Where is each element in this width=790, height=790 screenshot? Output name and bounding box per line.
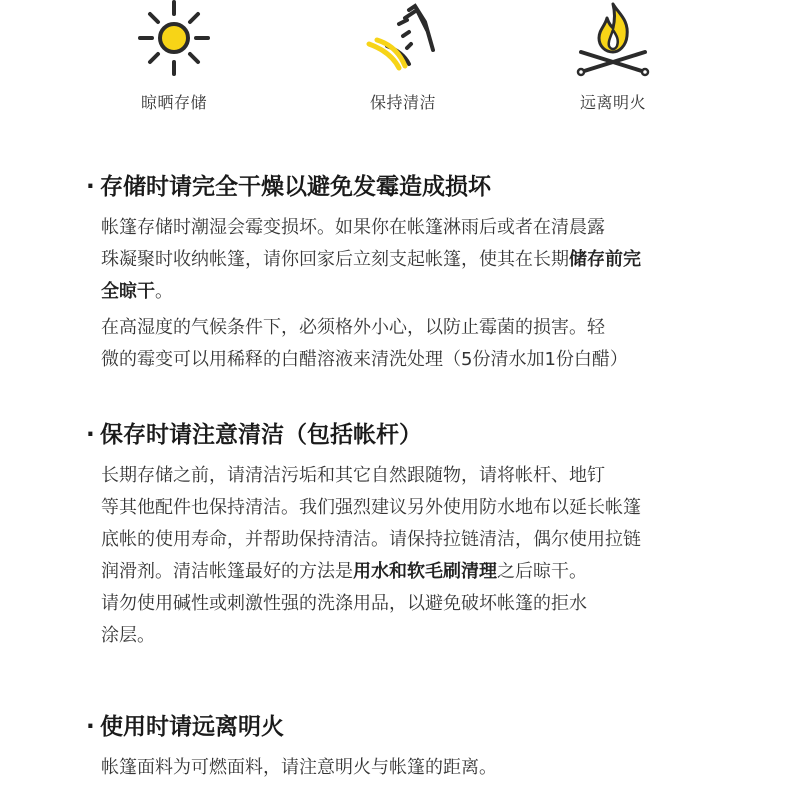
paragraph [86,312,726,376]
icon-row [0,0,790,120]
text-line [101,312,726,344]
section-fire [86,712,726,784]
text-line [101,276,726,308]
text-run: 长期存储之前，请清洁污垢和其它自然跟随物，请将帐杆、地钉 [101,465,605,486]
section-title [86,712,726,742]
text-line [101,620,726,652]
section-drying [86,172,726,376]
broom-block [333,0,473,113]
text-line [101,212,726,244]
paragraph [86,752,726,784]
text-run: 微的霉变可以用稀释的白醋溶液来清洗处理（5份清水加1份白醋） [101,349,628,370]
broom-label: 保持清洁 [369,93,436,112]
section-title [86,420,726,450]
sun-block [104,0,244,113]
section-cleaning [86,420,726,652]
section-title-text: 存储时请完全干燥以避免发霉造成损坏 [100,174,491,200]
text-run: 等其他配件也保持清洁。我们强烈建议另外使用防水地布以延长帐篷 [101,497,641,518]
text-line [101,588,726,620]
section-title-text: 保存时请注意清洁（包括帐杆） [100,422,422,448]
text-line [101,752,726,784]
campfire-icon [573,0,653,80]
paragraph [86,212,726,308]
bold-text-run: 全晾干 [101,281,155,302]
text-run: 润滑剂。清洁帐篷最好的方法是 [101,561,353,582]
bullet-dot: · [86,714,95,740]
section-title-text: 使用时请远离明火 [100,714,284,740]
text-run: 之后晾干。 [497,561,587,582]
text-run: 帐篷存储时潮湿会霉变损坏。如果你在帐篷淋雨后或者在清晨露 [101,217,605,238]
text-line [101,556,726,588]
text-run: 涂层。 [101,625,155,646]
paragraph [86,460,726,652]
bold-text-run: 用水和软毛刷清理 [353,561,497,582]
text-run: 。 [155,281,173,302]
text-run: 请勿使用碱性或刺激性强的洗涤用品，以避免破坏帐篷的拒水 [101,593,587,614]
sun-label: 晾晒存储 [140,93,207,112]
text-line [101,460,726,492]
section-title [86,172,726,202]
text-run: 底帐的使用寿命，并帮助保持清洁。请保持拉链清洁，偶尔使用拉链 [101,529,641,550]
broom-sweep-icon [363,0,443,80]
text-run: 帐篷面料为可燃面料，请注意明火与帐篷的距离。 [101,757,497,778]
campfire-block [543,0,683,113]
text-line [101,244,726,276]
text-line [101,524,726,556]
text-line [101,492,726,524]
text-run: 在高湿度的气候条件下，必须格外小心，以防止霉菌的损害。轻 [101,317,605,338]
text-run: 珠凝聚时收纳帐篷，请你回家后立刻支起帐篷，使其在长期 [101,249,569,270]
text-line [101,344,726,376]
bold-text-run: 储存前完 [569,249,641,270]
campfire-label: 远离明火 [579,93,646,112]
bullet-dot: · [86,174,95,200]
bullet-dot: · [86,422,95,448]
sun-icon [134,0,214,80]
